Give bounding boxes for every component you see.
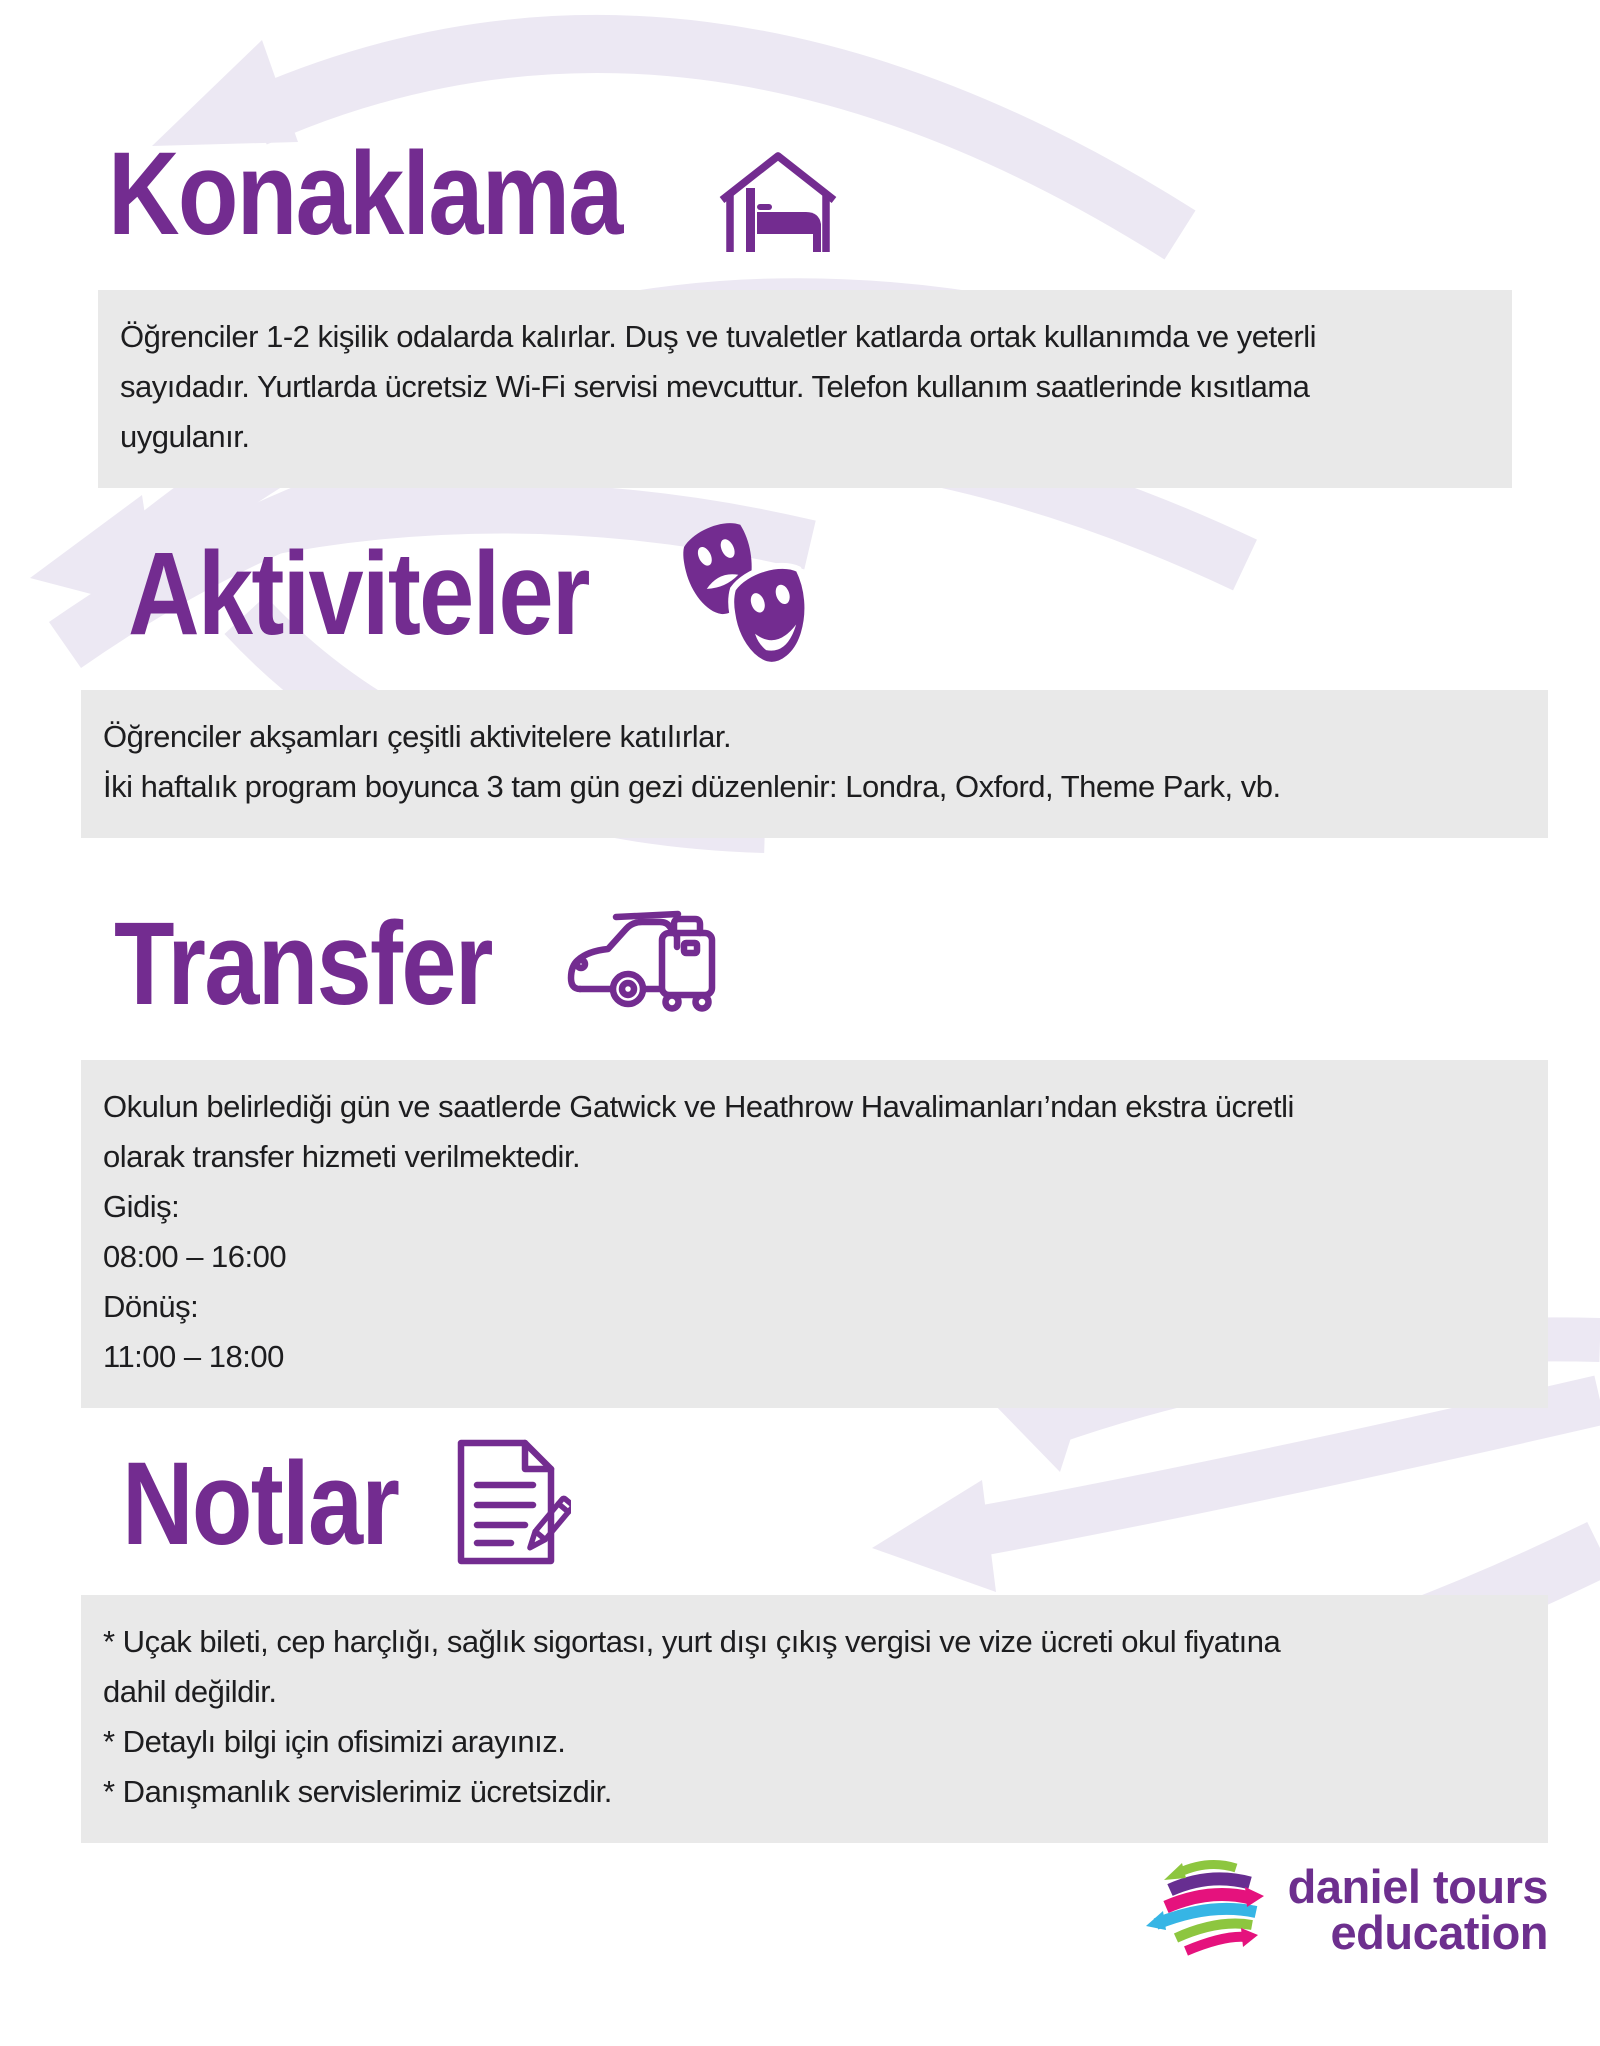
konaklama-text-box (98, 290, 1512, 488)
aktiviteler-text-box (81, 690, 1548, 838)
text-line: Öğrenciler 1-2 kişilik odalarda kalırlar. Duş ve tuvaletler katlarda ortak kullanımda ve yeterli (120, 319, 1316, 354)
text-line: * Danışmanlık servislerimiz ücretsizdir. (103, 1774, 612, 1809)
text-line: Okulun belirlediği gün ve saatlerde Gatwick ve Heathrow Havalimanları’ndan ekstra ücretli (103, 1089, 1294, 1124)
section-title-aktiviteler: Aktiviteler (128, 528, 589, 660)
text-line: uygulanır. (120, 419, 250, 454)
brand-globe-icon (1146, 1856, 1272, 1958)
car-luggage-icon (566, 903, 718, 1021)
brand-wordmark (1280, 1860, 1548, 1959)
text-line: 08:00 – 16:00 (103, 1239, 287, 1274)
section-title-notlar: Notlar (122, 1438, 399, 1570)
text-line: sayıdadır. Yurtlarda ücretsiz Wi-Fi servisi mevcuttur. Telefon kullanım saatlerinde kısıtlama (120, 369, 1310, 404)
text-line: * Uçak bileti, cep harçlığı, sağlık sigortası, yurt dışı çıkış vergisi ve vize ücreti okul fiyatına (103, 1624, 1281, 1659)
text-line: dahil değildir. (103, 1674, 277, 1709)
house-bed-icon (716, 146, 840, 258)
text-line: Öğrenciler akşamları çeşitli aktivitelere katılırlar. (103, 719, 732, 754)
document-pencil-icon (453, 1437, 571, 1567)
section-title-konaklama: Konaklama (108, 128, 622, 260)
brand-tagline: education (1330, 1906, 1548, 1959)
text-line: Dönüş: (103, 1289, 199, 1324)
text-line: İki haftalık program boyunca 3 tam gün gezi düzenlenir: Londra, Oxford, Theme Park, vb. (103, 769, 1281, 804)
notlar-text-box (81, 1595, 1548, 1843)
section-title-transfer: Transfer (114, 898, 492, 1030)
brand-name: daniel tours (1287, 1860, 1548, 1913)
text-line: olarak transfer hizmeti verilmektedir. (103, 1139, 581, 1174)
transfer-text-box (81, 1060, 1548, 1408)
theater-masks-icon (672, 512, 822, 674)
text-line: * Detaylı bilgi için ofisimizi arayınız. (103, 1724, 566, 1759)
text-line: 11:00 – 18:00 (103, 1339, 284, 1374)
text-line: Gidiş: (103, 1189, 180, 1224)
